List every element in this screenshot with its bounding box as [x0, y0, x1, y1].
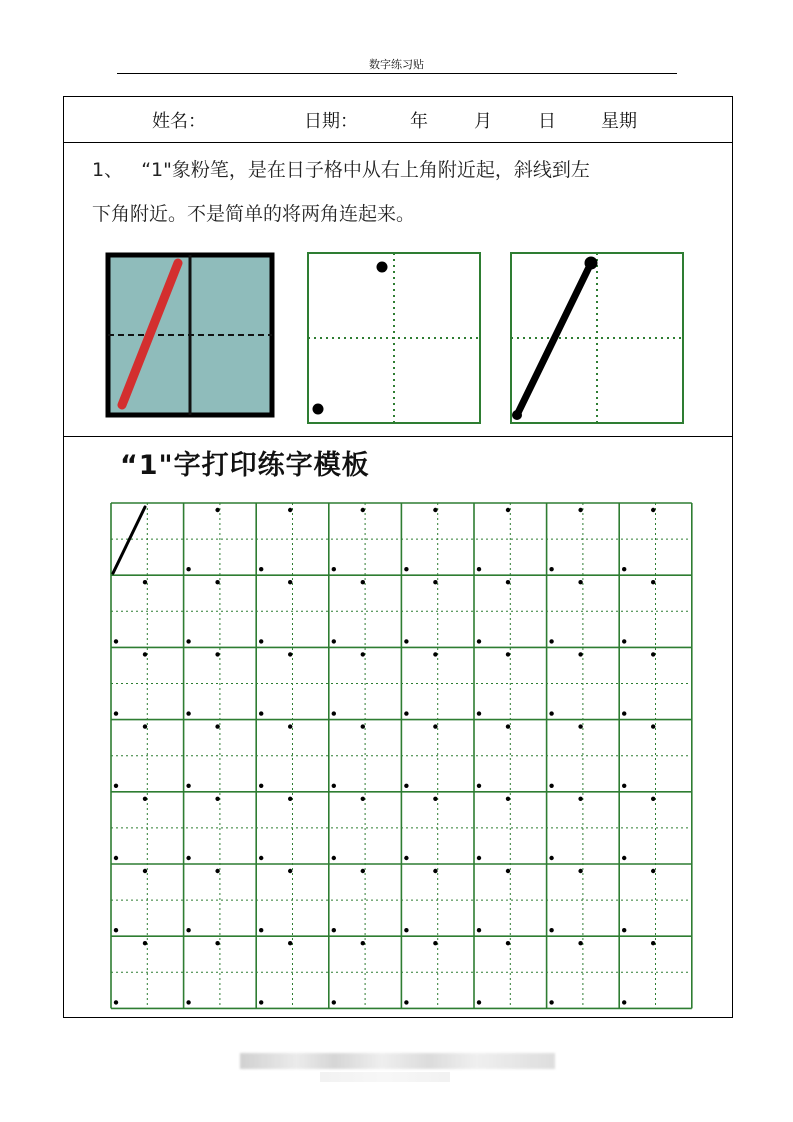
end-dot: [259, 856, 263, 860]
start-dot: [433, 797, 437, 801]
start-dot: [377, 262, 388, 273]
end-dot: [477, 639, 481, 643]
demo-grid-black-stroke: [509, 251, 685, 425]
start-dot: [143, 724, 147, 728]
end-dot: [549, 1000, 553, 1004]
name-date-row: [64, 97, 732, 143]
start-dot: [578, 508, 582, 512]
weekday-label: 星期: [601, 111, 637, 132]
end-dot: [404, 567, 408, 571]
start-dot: [143, 652, 147, 656]
end-dot: [404, 856, 408, 860]
start-dot: [585, 257, 598, 270]
instruction-line-2: 下角附近。不是简单的将两角连起来。: [92, 203, 416, 225]
start-dot: [651, 724, 655, 728]
start-dot: [215, 652, 219, 656]
start-dot: [578, 941, 582, 945]
end-dot: [186, 784, 190, 788]
end-dot: [477, 1000, 481, 1004]
end-dot: [186, 856, 190, 860]
end-dot: [114, 711, 118, 715]
end-dot: [259, 567, 263, 571]
practice-template-section: [64, 437, 732, 1017]
demo-grid-dots: [306, 251, 482, 425]
end-dot: [549, 711, 553, 715]
start-dot: [215, 580, 219, 584]
end-dot: [259, 928, 263, 932]
day-label: 日: [538, 111, 556, 132]
end-dot: [114, 784, 118, 788]
start-dot: [578, 580, 582, 584]
end-dot: [186, 928, 190, 932]
start-dot: [361, 724, 365, 728]
start-dot: [433, 652, 437, 656]
start-dot: [433, 869, 437, 873]
start-dot: [288, 869, 292, 873]
end-dot: [186, 1000, 190, 1004]
end-dot: [259, 639, 263, 643]
start-dot: [361, 797, 365, 801]
end-dot: [114, 856, 118, 860]
end-dot: [332, 928, 336, 932]
worksheet: [63, 96, 733, 1018]
end-dot: [114, 928, 118, 932]
blurred-footer-watermark-2: [320, 1072, 450, 1082]
start-dot: [361, 580, 365, 584]
start-dot: [215, 724, 219, 728]
end-dot: [549, 856, 553, 860]
end-dot: [477, 856, 481, 860]
start-dot: [651, 652, 655, 656]
end-dot: [404, 784, 408, 788]
end-dot: [332, 856, 336, 860]
start-dot: [433, 580, 437, 584]
start-dot: [506, 724, 510, 728]
end-dot: [259, 784, 263, 788]
start-dot: [361, 652, 365, 656]
end-dot: [404, 928, 408, 932]
start-dot: [361, 508, 365, 512]
end-dot: [259, 1000, 263, 1004]
start-dot: [143, 580, 147, 584]
start-dot: [288, 508, 292, 512]
end-dot: [549, 784, 553, 788]
start-dot: [143, 941, 147, 945]
start-dot: [215, 508, 219, 512]
end-dot: [259, 711, 263, 715]
start-dot: [506, 797, 510, 801]
end-dot: [404, 1000, 408, 1004]
start-dot: [143, 869, 147, 873]
header-rule: [117, 73, 677, 74]
start-dot: [578, 869, 582, 873]
end-dot: [404, 711, 408, 715]
end-dot: [332, 639, 336, 643]
end-dot: [404, 639, 408, 643]
start-dot: [288, 580, 292, 584]
end-dot: [186, 567, 190, 571]
start-dot: [651, 941, 655, 945]
start-dot: [433, 724, 437, 728]
end-dot: [477, 928, 481, 932]
blurred-footer-watermark: [240, 1053, 555, 1069]
demo-grid-red-stroke: [104, 251, 276, 419]
start-dot: [506, 508, 510, 512]
end-dot: [622, 856, 626, 860]
start-dot: [506, 869, 510, 873]
instruction-section: [64, 143, 732, 437]
start-dot: [288, 941, 292, 945]
start-dot: [578, 724, 582, 728]
start-dot: [651, 797, 655, 801]
name-label: 姓名：: [152, 111, 206, 132]
end-dot: [332, 567, 336, 571]
end-dot: [549, 567, 553, 571]
end-dot: [622, 928, 626, 932]
end-dot: [114, 639, 118, 643]
end-dot: [512, 410, 522, 420]
end-dot: [477, 711, 481, 715]
instruction-text-1: “1"象粉笔，是在日子格中从右上角附近起，斜线到左: [141, 159, 590, 181]
start-dot: [288, 652, 292, 656]
end-dot: [186, 711, 190, 715]
start-dot: [215, 797, 219, 801]
end-dot: [332, 1000, 336, 1004]
year-label: 年: [410, 111, 428, 132]
start-dot: [578, 652, 582, 656]
end-dot: [477, 784, 481, 788]
start-dot: [215, 941, 219, 945]
start-dot: [143, 797, 147, 801]
start-dot: [506, 941, 510, 945]
instruction-number: 1、: [92, 159, 124, 181]
template-title: “1"字打印练字模板: [120, 450, 370, 481]
instruction-line-1: [92, 155, 722, 182]
start-dot: [651, 580, 655, 584]
start-dot: [506, 652, 510, 656]
start-dot: [433, 941, 437, 945]
end-dot: [622, 567, 626, 571]
start-dot: [651, 508, 655, 512]
end-dot: [186, 639, 190, 643]
start-dot: [651, 869, 655, 873]
start-dot: [433, 508, 437, 512]
running-header-title: 数字练习贴: [369, 58, 424, 71]
practice-grid: [109, 501, 693, 1011]
month-label: 月: [474, 111, 492, 132]
start-dot: [578, 797, 582, 801]
start-dot: [215, 869, 219, 873]
end-dot: [622, 711, 626, 715]
end-dot: [114, 1000, 118, 1004]
start-dot: [506, 580, 510, 584]
end-dot: [332, 784, 336, 788]
date-label: 日期：: [304, 111, 358, 132]
start-dot: [361, 869, 365, 873]
end-dot: [622, 784, 626, 788]
end-dot: [549, 639, 553, 643]
end-dot: [477, 567, 481, 571]
end-dot: [549, 928, 553, 932]
end-dot: [622, 1000, 626, 1004]
start-dot: [288, 797, 292, 801]
start-dot: [361, 941, 365, 945]
end-dot: [332, 711, 336, 715]
end-dot: [622, 639, 626, 643]
end-dot: [313, 404, 324, 415]
sample-stroke-1: [113, 507, 145, 573]
start-dot: [288, 724, 292, 728]
